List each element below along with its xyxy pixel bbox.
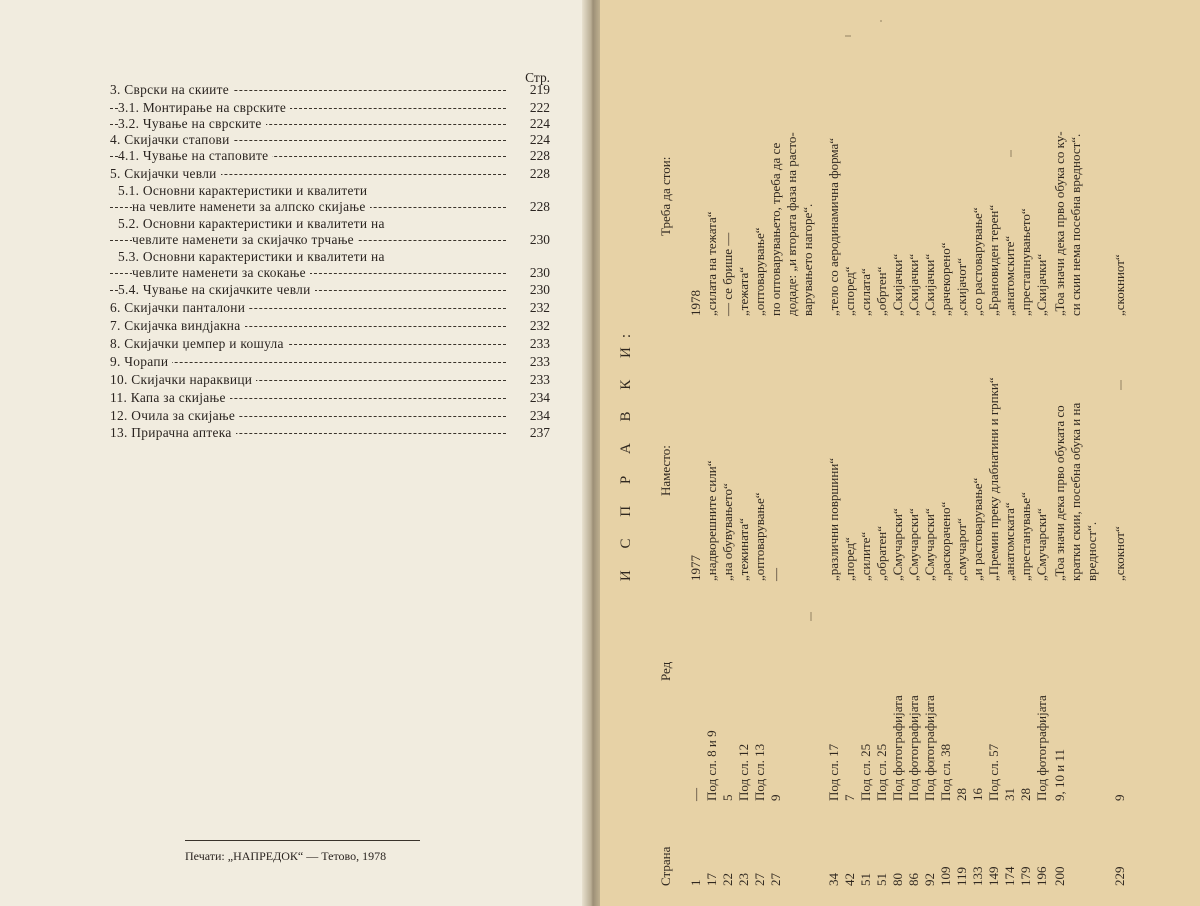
errata-row: [720, 0, 736, 906]
errata-cell-namesto: „раскорачено“: [938, 501, 953, 581]
errata-cell-namesto: кратки скии, посебна обука и на: [1068, 402, 1083, 581]
toc-entry-page: 234: [529, 408, 550, 423]
errata-cell-treba: си скии нема посебна вредност“.: [1068, 133, 1083, 316]
toc-entry-page: 224: [529, 132, 550, 147]
errata-cell-treba: „Скијачки“: [922, 253, 937, 316]
toc-row: [110, 82, 550, 99]
errata-cell-treba: „според“: [842, 266, 857, 316]
toc-entry-label: чевлите наменети за скокање: [132, 265, 310, 281]
errata-cell-namesto: „престанување“: [1018, 492, 1033, 581]
toc-entry-label: 4.1. Чување на стаповите: [118, 148, 272, 164]
errata-row: [1112, 0, 1128, 906]
errata-cell-strana: 1: [688, 879, 703, 886]
toc-row: [110, 183, 550, 200]
errata-cell-namesto: „обратен“: [874, 526, 889, 581]
toc-entry-label: 5.1. Основни карактеристики и квалитети: [118, 183, 371, 199]
errata-row: [704, 0, 720, 906]
errata-cell-treba: „со растоварување“: [970, 207, 985, 316]
toc-row: [110, 425, 550, 442]
errata-cell-namesto: „и растоварување“: [970, 477, 985, 581]
errata-cell-treba: „Тоа значи дека прво обука со ку-: [1052, 131, 1067, 316]
toc-entry-label: на чевлите наменети за алпско скијање: [132, 199, 370, 215]
toc-row: [110, 216, 550, 233]
toc-entry-label: 5.2. Основни карактеристики и квалитети на: [118, 216, 389, 232]
errata-row: [938, 0, 954, 906]
errata-cell-treba: „Брановиден терен“: [986, 204, 1001, 316]
errata-cell-treba: по оптоварувањето, треба да се: [768, 142, 783, 316]
toc-entry-page: 233: [529, 354, 550, 369]
toc-row: [110, 336, 550, 353]
toc-entry-label: 3.2. Чување на сврските: [118, 116, 266, 132]
toc-entry-label: чевлите наменети за скијачко трчање: [132, 232, 358, 248]
errata-cell-namesto: 1977: [688, 555, 703, 581]
header-namesto: Наместо:: [658, 445, 673, 496]
toc-entry-label: 8. Скијачки џемпер и кошула: [110, 336, 288, 352]
errata-cell-strana: 149: [986, 866, 1001, 886]
errata-row: [1018, 0, 1034, 906]
errata-cell-red: 28: [954, 788, 969, 801]
errata-cell-namesto: „Смучарски“: [1034, 508, 1049, 581]
errata-cell-red: 16: [970, 788, 985, 801]
errata-cell-strana: 109: [938, 866, 953, 886]
errata-row: [906, 0, 922, 906]
errata-row: [826, 0, 842, 906]
toc-entry-label: 10. Скијачки нараквици: [110, 372, 256, 388]
corrections-errata: [600, 0, 1200, 906]
errata-cell-red: Под сл. 8 и 9: [704, 730, 719, 801]
errata-cell-strana: 196: [1034, 866, 1049, 886]
errata-cell-namesto: „Смучарски“: [922, 508, 937, 581]
errata-title: И С П Р А В К И:: [618, 324, 634, 582]
toc-entry-label: 7. Скијачка виндјакна: [110, 318, 245, 334]
toc-page-column-header: Стр.: [525, 70, 550, 85]
errata-cell-red: —: [688, 788, 703, 801]
errata-cell-treba: „скокниот“: [1112, 254, 1127, 316]
errata-cell-namesto: „Тоа значи дека прво обуката со: [1052, 405, 1067, 581]
toc-entry-page: 234: [529, 390, 550, 405]
errata-cell-strana: 200: [1052, 866, 1067, 886]
errata-cell-namesto: „силите“: [858, 531, 873, 581]
errata-row: [890, 0, 906, 906]
toc-entry-label: 4. Скијачки стапови: [110, 132, 234, 148]
toc-row: [110, 282, 550, 299]
errata-cell-treba: 1978: [688, 290, 703, 316]
errata-row: [768, 0, 784, 906]
toc-entry-page: 224: [529, 116, 550, 131]
errata-cell-strana: 23: [736, 873, 751, 886]
errata-cell-strana: 133: [970, 866, 985, 886]
toc-entry-page: 222: [529, 100, 550, 115]
toc-entry-page: 219: [529, 82, 550, 97]
errata-cell-treba: „силата“: [858, 268, 873, 316]
errata-cell-treba: „Скијачки“: [890, 253, 905, 316]
errata-cell-strana: 86: [906, 873, 921, 886]
errata-cell-treba: „тежата“: [736, 266, 751, 316]
errata-cell-strana: 229: [1112, 866, 1127, 886]
errata-cell-strana: 42: [842, 873, 857, 886]
errata-row: [1052, 0, 1068, 906]
toc-row: [110, 372, 550, 389]
errata-cell-namesto: „анатомската“: [1002, 502, 1017, 581]
errata-cell-red: 28: [1018, 788, 1033, 801]
errata-cell-strana: 17: [704, 873, 719, 886]
toc-entry-page: 232: [529, 318, 550, 333]
toc-entry-page: 228: [529, 166, 550, 181]
errata-cell-treba: „Скијачки“: [906, 253, 921, 316]
toc-entry-label: 3.1. Монтирање на сврските: [118, 100, 290, 116]
toc-entry-page: 230: [529, 282, 550, 297]
printer-imprint: Печати: „НАПРЕДОК“ — Тетово, 1978: [185, 840, 420, 864]
errata-cell-namesto: —: [768, 568, 783, 581]
errata-cell-red: Под сл. 12: [736, 743, 751, 801]
errata-cell-treba: „тело со аеродинамична форма“: [826, 137, 841, 316]
toc-entry-page: 233: [529, 372, 550, 387]
errata-cell-strana: 51: [874, 873, 889, 886]
errata-row: [874, 0, 890, 906]
errata-cell-treba: „престапнувањето“: [1018, 208, 1033, 316]
errata-cell-treba: варувањето нагоре“.: [800, 203, 815, 316]
toc-entry-page: 232: [529, 300, 550, 315]
toc-row: [110, 300, 550, 317]
errata-cell-red: Под фотографијата: [906, 695, 921, 801]
errata-row: [970, 0, 986, 906]
errata-cell-treba: додаде: „и втората фаза на расто-: [784, 132, 799, 316]
header-strana: Страна: [658, 846, 673, 886]
errata-cell-red: Под фотографијата: [922, 695, 937, 801]
toc-entry-label: 5.3. Основни карактеристики и квалитети на: [118, 249, 389, 265]
errata-cell-red: Под сл. 57: [986, 743, 1001, 801]
errata-row: [1084, 0, 1100, 906]
toc-entry-label: 13. Прирачна аптека: [110, 425, 236, 441]
errata-cell-strana: 27: [768, 873, 783, 886]
errata-cell-namesto: „Смучарски“: [890, 508, 905, 581]
errata-cell-namesto: „скокнот“: [1112, 526, 1127, 581]
errata-cell-red: 7: [842, 794, 857, 801]
errata-row: [1068, 0, 1084, 906]
toc-row: [110, 199, 550, 216]
toc-entry-page: 230: [529, 232, 550, 247]
errata-cell-namesto: „оптоварување“: [752, 492, 767, 581]
toc-entry-page: 237: [529, 425, 550, 440]
errata-cell-red: Под сл. 25: [858, 743, 873, 801]
errata-row: [842, 0, 858, 906]
errata-cell-strana: 22: [720, 873, 735, 886]
toc-entry-page: 228: [529, 199, 550, 214]
errata-cell-strana: 51: [858, 873, 873, 886]
errata-cell-red: Под фотографијата: [1034, 695, 1049, 801]
errata-cell-red: 9: [1112, 794, 1127, 801]
errata-cell-treba: „Скијачки“: [1034, 253, 1049, 316]
errata-cell-treba: — се брише —: [720, 232, 735, 316]
errata-cell-namesto: „Премин преку длабнатини и грпки“: [986, 377, 1001, 581]
errata-cell-red: 9: [768, 794, 783, 801]
errata-cell-strana: 179: [1018, 866, 1033, 886]
errata-row: [986, 0, 1002, 906]
errata-row: [784, 0, 800, 906]
errata-cell-namesto: „Смучарски“: [906, 508, 921, 581]
header-red: Ред: [658, 661, 673, 681]
errata-cell-strana: 119: [954, 866, 969, 886]
errata-cell-treba: „анатомските“: [1002, 235, 1017, 316]
toc-row: [110, 354, 550, 371]
errata-cell-red: 5: [720, 794, 735, 801]
errata-cell-namesto: „поред“: [842, 537, 857, 581]
toc-row: [110, 408, 550, 425]
toc-entry-page: 230: [529, 265, 550, 280]
toc-row: [110, 249, 550, 266]
errata-cell-strana: 80: [890, 873, 905, 886]
errata-cell-treba: „обртен“: [874, 266, 889, 316]
errata-cell-treba: „оптоварување“: [752, 227, 767, 316]
errata-cell-treba: „скијачот“: [954, 258, 969, 316]
errata-row: [954, 0, 970, 906]
errata-cell-namesto: „тежината“: [736, 518, 751, 581]
toc-entry-page: 228: [529, 148, 550, 163]
toc-entry-label: 5.4. Чување на скијачките чевли: [118, 282, 315, 298]
errata-cell-strana: 34: [826, 873, 841, 886]
errata-row: [922, 0, 938, 906]
toc-entry-page: 233: [529, 336, 550, 351]
toc-row: [110, 148, 550, 165]
errata-row: [752, 0, 768, 906]
book-gutter: [582, 0, 602, 906]
errata-cell-red: Под сл. 17: [826, 743, 841, 801]
errata-row: [858, 0, 874, 906]
toc-row: [110, 232, 550, 249]
errata-cell-treba: „рачекорено“: [938, 242, 953, 316]
errata-cell-namesto: „надворешните сили“: [704, 460, 719, 581]
toc-row: [110, 265, 550, 282]
errata-cell-red: Под фотографијата: [890, 695, 905, 801]
errata-row: [688, 0, 704, 906]
errata-cell-namesto: „смучарот“: [954, 518, 969, 581]
errata-cell-red: 9, 10 и 11: [1052, 749, 1067, 801]
toc-row: [110, 100, 550, 117]
toc-row: [110, 116, 550, 133]
toc-row: [110, 318, 550, 335]
toc-entry-label: 3. Сврски на скиите: [110, 82, 233, 98]
errata-cell-strana: 92: [922, 873, 937, 886]
toc-entry-label: 9. Чорапи: [110, 354, 172, 370]
errata-row: [1002, 0, 1018, 906]
errata-row: [736, 0, 752, 906]
toc-row: [110, 132, 550, 149]
errata-row: [1034, 0, 1050, 906]
errata-cell-strana: 174: [1002, 866, 1017, 886]
errata-cell-namesto: вредност“.: [1084, 521, 1099, 581]
errata-cell-red: Под сл. 38: [938, 743, 953, 801]
errata-cell-namesto: „на обувувањето“: [720, 483, 735, 581]
toc-row: [110, 166, 550, 183]
errata-row: [800, 0, 816, 906]
left-page: [0, 0, 590, 906]
toc-row: [110, 390, 550, 407]
errata-cell-red: 31: [1002, 788, 1017, 801]
errata-cell-namesto: „различни површини“: [826, 457, 841, 581]
toc-entry-label: 5. Скијачки чевли: [110, 166, 221, 182]
errata-cell-red: Под сл. 25: [874, 743, 889, 801]
toc-entry-label: 11. Капа за скијање: [110, 390, 230, 406]
header-treba: Треба да стои:: [658, 156, 673, 236]
errata-cell-strana: 27: [752, 873, 767, 886]
toc-entry-label: 6. Скијачки панталони: [110, 300, 249, 316]
toc-entry-label: 12. Очила за скијање: [110, 408, 239, 424]
errata-cell-treba: „силата на тежата“: [704, 211, 719, 316]
errata-cell-red: Под сл. 13: [752, 743, 767, 801]
